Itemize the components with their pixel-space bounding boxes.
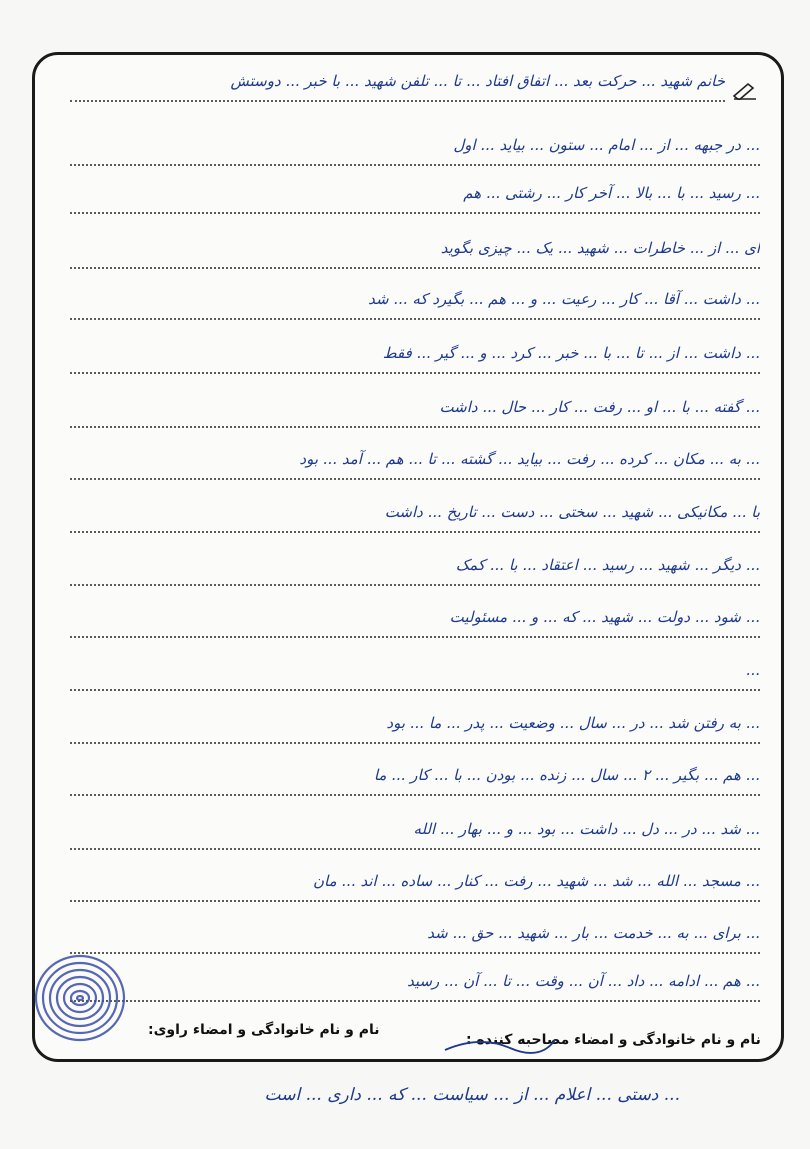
handwritten-footer-note: ... دستی ... اعلام ... از ... سیاست ... که ... داری ... است	[264, 1085, 680, 1105]
pencil-icon	[732, 80, 758, 100]
handwritten-line: ... دیگر ... شهید ... رسید ... اعتقاد ... با ... کمک	[70, 550, 760, 586]
handwritten-line: ... گفته ... با ... او ... رفت ... کار ... حال ... داشت	[70, 392, 760, 428]
handwritten-line: ... به رفتن شد ... در ... سال ... وضعیت ... پدر ... ما ... بود	[70, 708, 760, 744]
handwritten-line: ... رسید ... با ... بالا ... آخر کار ... رشتی ... هم	[70, 178, 760, 214]
handwritten-line: ... به ... مکان ... کرده ... رفت ... بیاید ... گشته ... تا ... هم ... آمد ... بود	[70, 444, 760, 480]
interviewer-signature-label: نام و نام خانوادگی و امضاء مصاحبه کننده :	[466, 1032, 761, 1048]
handwritten-line: ای ... از ... خاطرات ... شهید ... یک ... چیزی بگوید	[70, 233, 760, 269]
handwritten-line: ... داشت ... از ... تا ... با ... خبر ... کرد ... و ... گیر ... فقط	[70, 338, 760, 374]
signature-scribble	[440, 1030, 560, 1060]
handwritten-line: ... شد ... در ... دل ... داشت ... بود ... و ... بهار ... الله	[70, 814, 760, 850]
handwritten-line: ... مسجد ... الله ... شد ... شهید ... رفت ... کنار ... ساده ... اند ... مان	[70, 866, 760, 902]
handwritten-line: ...	[70, 655, 760, 691]
handwritten-line: ... برای ... به ... خدمت ... بار ... شهید ... حق ... شد	[70, 918, 760, 954]
handwritten-line: ... در جبهه ... از ... امام ... ستون ... بیاید ... اول	[70, 130, 760, 166]
narrator-signature-label: نام و نام خانوادگی و امضاء راوی:	[148, 1022, 380, 1038]
handwritten-line: ... شود ... دولت ... شهید ... که ... و ... مسئولیت	[70, 602, 760, 638]
handwritten-line: با ... مکانیکی ... شهید ... سختی ... دست ... تاریخ ... داشت	[70, 497, 760, 533]
handwritten-line: ... هم ... بگیر ... ۲ ... سال ... زنده ... بودن ... با ... کار ... ما	[70, 760, 760, 796]
handwritten-line: خانم شهید ... حرکت بعد ... اتفاق افتاد ... تا ... تلفن شهید ... با خبر ... دوستش	[70, 66, 725, 102]
fingerprint-stamp	[30, 950, 130, 1045]
handwritten-line: ... داشت ... آقا ... کار ... رعیت ... و ... هم ... بگیرد که ... شد	[70, 284, 760, 320]
handwritten-line: ... هم ... ادامه ... داد ... آن ... وقت ... تا ... آن ... رسید	[70, 966, 760, 1002]
